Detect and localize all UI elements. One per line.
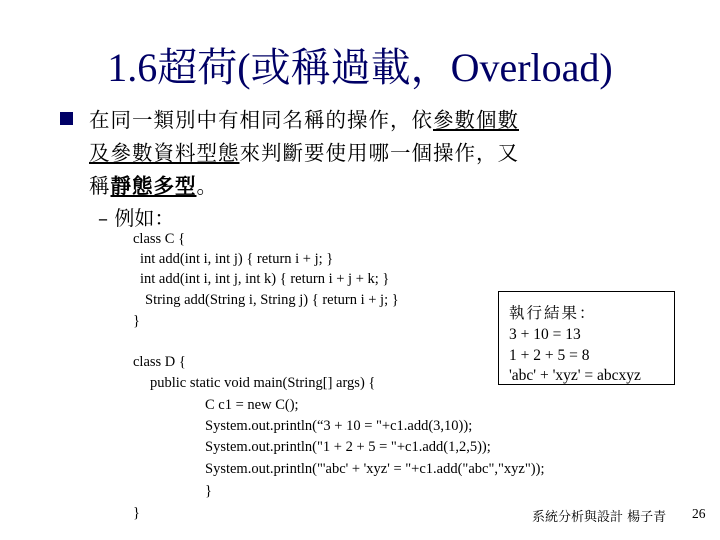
slide-title: 1.6超荷(或稱過載，Overload) bbox=[107, 45, 613, 90]
underlined-term: 及參數資料型態 bbox=[89, 141, 240, 165]
code-line: } bbox=[133, 505, 140, 521]
bullet-line-3 bbox=[89, 169, 218, 199]
footer-credit: 系統分析與設計 楊子青 bbox=[532, 510, 667, 525]
bullet-text: 。 bbox=[196, 174, 218, 198]
result-line: 1 + 2 + 5 = 8 bbox=[509, 347, 590, 364]
result-line: 3 + 10 = 13 bbox=[509, 326, 581, 343]
bullet-line-2 bbox=[89, 136, 519, 166]
code-line: public static void main(String[] args) { bbox=[150, 375, 376, 391]
code-line: } bbox=[133, 313, 140, 329]
code-line: System.out.println("1 + 2 + 5 = "+c1.add(1,2,5)); bbox=[205, 439, 491, 455]
page-number: 26 bbox=[692, 506, 706, 521]
code-line: int add(int i, int j) { return i + j; } bbox=[140, 251, 334, 267]
square-bullet-icon bbox=[60, 112, 73, 125]
code-line: String add(String i, String j) { return i + j; } bbox=[145, 292, 399, 308]
code-line: class D { bbox=[133, 354, 186, 370]
bullet-text: 來判斷要使用哪一個操作，又 bbox=[239, 141, 519, 165]
bullet-text: 稱 bbox=[89, 174, 111, 198]
underlined-term: 參數個數 bbox=[433, 108, 519, 132]
bullet-text: 在同一類別中有相同名稱的操作，依 bbox=[89, 108, 433, 132]
code-line: int add(int i, int j, int k) { return i + j + k; } bbox=[140, 271, 390, 287]
code-line: } bbox=[205, 483, 212, 499]
sub-bullet: – 例如： bbox=[98, 206, 175, 230]
code-line: C c1 = new C(); bbox=[205, 397, 299, 413]
result-line: 'abc' + 'xyz' = abcxyz bbox=[509, 367, 641, 384]
code-line: class C { bbox=[133, 231, 186, 247]
code-line: System.out.println(“3 + 10 = "+c1.add(3,10)); bbox=[205, 418, 473, 434]
result-box bbox=[498, 291, 675, 385]
underlined-term: 靜態多型 bbox=[110, 174, 197, 198]
bullet-line-1 bbox=[89, 103, 519, 133]
code-line: System.out.println("'abc' + 'xyz' = "+c1.add("abc","xyz")); bbox=[205, 461, 545, 477]
result-heading: 執行結果： bbox=[509, 304, 597, 322]
